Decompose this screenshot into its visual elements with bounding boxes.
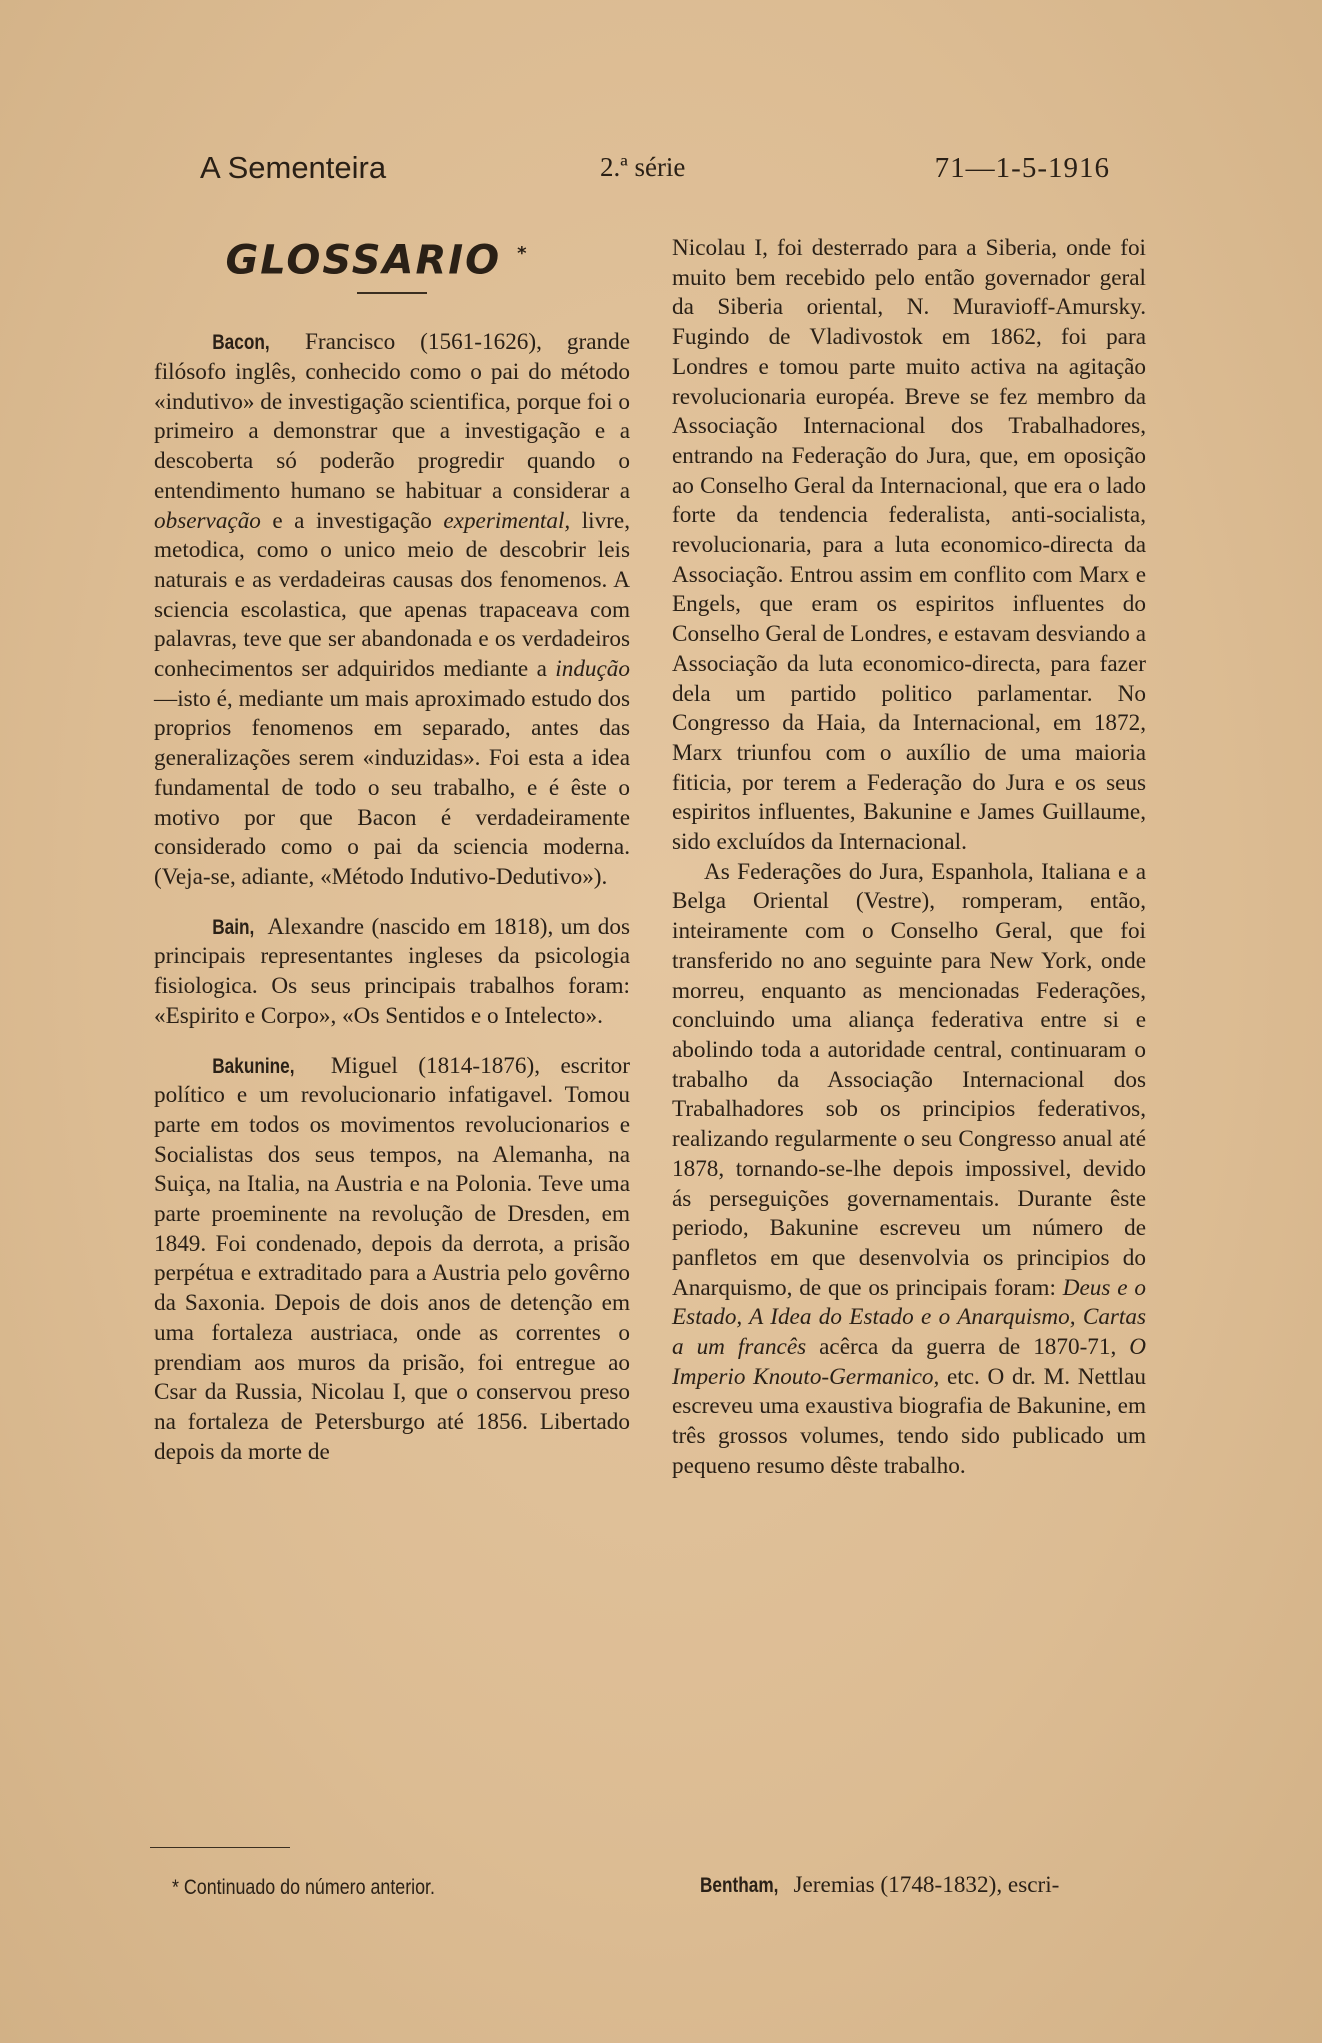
glossary-title	[154, 230, 630, 284]
emphasis: experimental,	[443, 507, 571, 534]
emphasis: indução	[555, 656, 630, 683]
entry-text: Alexandre (nascido em 1818), um dos principais representantes ingleses da psicologia fisiologica. Os seus principais trabalhos foram: «Espirito e Corpo», «Os Sentidos e o Intelecto».	[154, 913, 630, 1029]
entry-text: e a investigação	[260, 507, 444, 534]
footnote-mark: *	[517, 243, 529, 264]
paragraph-text: As Federações do Jura, Espanhola, Italiana e a Belga Oriental (Vestre), romperam, então, inteiramente com o Conselho Geral, que foi transferido no ano seguinte para New York, onde morreu, enquanto as mencionadas Federações, concluindo uma aliança federativa entre si e abolindo toda a autoridade central, continuaram o trabalho da Associação Internacional dos Trabalhadores sob os principios federativos, realizando regularmente o seu Congresso anual até 1878, tornando-se-lhe depois impossivel, devido ás perseguições governamentais. Durante êste periodo, Bakunine escreveu um número de panfletos em que desenvolvia os principios do Anarquismo, de que os principais foram:	[672, 858, 1146, 1301]
entry-text: Jeremias (1748-1832), escri-	[787, 1872, 1060, 1898]
title-rule	[357, 292, 427, 294]
issue-number-date: 71—1-5-1916	[934, 152, 1110, 184]
entry-text: Miguel (1814-1876), escritor político e um revolucionario infatigavel. Tomou parte em todos os movimentos revolucionarios e Socialistas dos seus tempos, na Alemanha, na Suiça, na Italia, na Austria e na Polonia. Teve uma parte proeminente na revolução de Dresden, em 1849. Foi condenado, depois da derrota, a prisão perpétua e extraditado para a Austria pelo govêrno da Saxonia. Depois de dois anos de detenção em uma fortaleza austriaca, onde as correntes o prendiam aos muros da prisão, foi entregue ao Csar da Russia, Nicolau I, que o conservou preso na fortaleza de Petersburgo até 1856. Libertado depois da morte de	[154, 1052, 630, 1465]
work-title: O Imperio Knouto-Germanico,	[672, 1334, 1147, 1390]
entry-bacon	[154, 328, 630, 892]
entry-text: livre, metodica, como o unico meio de descobrir leis naturais e as verdadeiras causas dos fenomenos. A sciencia escolastica, que apenas trapaceava com palavras, teve que ser abandonada e os verdadeiros conhecimentos ser adquiridos mediante a	[154, 507, 630, 683]
entry-text: —isto é, mediante um mais aproximado estudo dos proprios fenomenos em separado, antes das generalizações serem «induzidas». Foi esta a idea fundamental de todo o seu trabalho, e é êste o motivo por que Bacon é verdadeiramente considerado como o pai da sciencia moderna. (Veja-se, adiante, «Método Indutivo-Dedutivo»).	[154, 685, 630, 890]
glossary-title-text: GLOSSARIO	[225, 237, 502, 284]
paragraph	[672, 858, 1146, 1482]
left-column	[154, 230, 630, 1487]
works-titles: Deus e o Estado, A Idea do Estado e o Anarquismo, Cartas a um francês	[672, 1274, 1146, 1361]
term-bain: Bain,	[212, 915, 255, 939]
term-bentham: Bentham,	[700, 1874, 779, 1897]
paragraph-text: etc. O dr. M. Nettlau escreveu uma exaustiva biografia de Bakunine, em três grossos volumes, tendo sido publicado um pequeno resumo dêste trabalho.	[672, 1363, 1146, 1479]
term-bacon: Bacon,	[212, 331, 270, 355]
emphasis: observação	[154, 507, 261, 534]
page-header	[200, 150, 1110, 200]
entry-bentham	[700, 1872, 1146, 1899]
right-column	[672, 234, 1146, 1482]
entry-bain	[154, 913, 630, 1032]
term-bakunine: Bakunine,	[212, 1054, 295, 1078]
entry-bakunine	[154, 1052, 630, 1468]
footnote: * Continuado do número anterior.	[172, 1876, 435, 1899]
newspaper-title: A Sementeira	[200, 150, 387, 185]
footnote-rule	[150, 1847, 290, 1848]
paragraph-text: acêrca da guerra de 1870-71,	[806, 1334, 1130, 1361]
paragraph: Nicolau I, foi desterrado para a Siberia, onde foi muito bem recebido pelo então governador geral da Siberia oriental, N. Muravioff-Amursky. Fugindo de Vladivostok em 1862, foi para Londres e tomou parte muito activa na agitação revolucionaria européa. Breve se fez membro da Associação Internacional dos Trabalhadores, entrando na Federação do Jura, que, em oposição ao Conselho Geral da Internacional, que era o lado forte da tendencia federalista, anti-socialista, revolucionaria, para a luta economico-directa da Associação. Entrou assim em conflito com Marx e Engels, que eram os espiritos influentes do Conselho Geral de Londres, e estavam desviando a Associação da luta economico-directa, para fazer dela um partido politico parlamentar. No Congresso da Haia, da Internacional, em 1872, Marx triunfou com o auxílio de uma maioria fiticia, por terem a Federação do Jura e os seus espiritos influentes, Bakunine e James Guillaume, sido excluídos da Internacional.	[672, 235, 1146, 856]
series-label: 2.ª série	[600, 152, 686, 182]
entry-text: Francisco (1561-1626), grande filósofo inglês, conhecido como o pai do método «indutivo» de investigação scientifica, porque foi o primeiro a demonstrar que a investigação e a descoberta só poderão progredir quando o entendimento humano se habituar a considerar a	[154, 329, 630, 504]
